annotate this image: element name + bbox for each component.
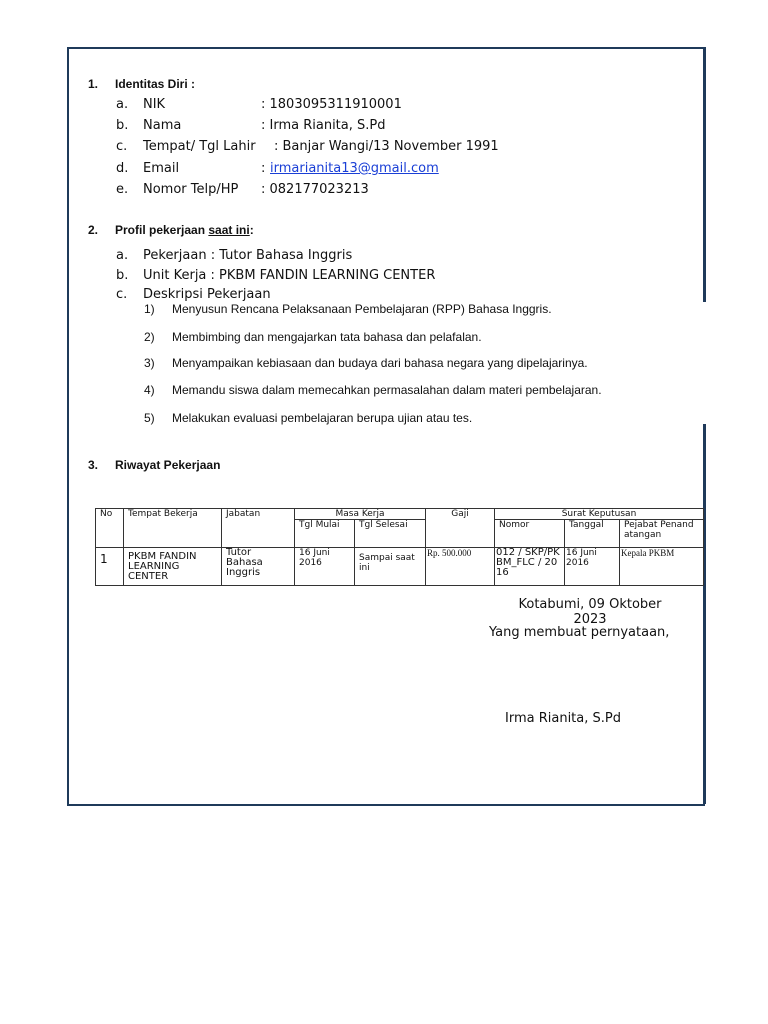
email-colon: : <box>261 161 266 176</box>
deskripsi-text: Deskripsi Pekerjaan <box>143 287 271 302</box>
duty-text: Membimbing dan mengajarkan tata bahasa dan pelafalan. <box>172 330 482 344</box>
signature-statement: Yang membuat pernyataan, <box>489 625 670 640</box>
header-surat-keputusan: Surat Keputusan <box>495 509 704 520</box>
item-letter: a. <box>116 248 129 263</box>
cell-jabatan: Tutor Bahasa Inggris <box>222 548 295 586</box>
cell-nomor: 012 / SKP/PKBM_FLC / 2016 <box>495 548 565 586</box>
email-link[interactable]: irmarianita13@gmail.com <box>270 161 439 176</box>
section3-number: 3. <box>88 458 99 472</box>
header-no: No <box>96 509 124 548</box>
pekerjaan-text: Pekerjaan : Tutor Bahasa Inggris <box>143 248 353 263</box>
section2-title <box>115 223 254 237</box>
ttl-value: : Banjar Wangi/13 November 1991 <box>274 139 499 154</box>
item-letter: c. <box>116 139 128 154</box>
cell-no: 1 <box>96 548 124 586</box>
section1-number: 1. <box>88 77 99 91</box>
table-row <box>96 548 704 586</box>
nama-value: : Irma Rianita, S.Pd <box>261 118 386 133</box>
duty-text: Melakukan evaluasi pembelajaran berupa ujian atau tes. <box>172 411 473 425</box>
telp-label: Nomor Telp/HP <box>143 182 239 197</box>
header-jabatan: Jabatan <box>222 509 295 548</box>
duty-number: 1) <box>144 302 155 316</box>
riwayat-table <box>95 508 704 586</box>
border-right-upper <box>703 47 706 302</box>
header-tgl-mulai: Tgl Mulai <box>295 520 355 548</box>
item-letter: b. <box>116 268 129 283</box>
cell-pejabat: Kepala PKBM <box>620 548 704 586</box>
section3-title: Riwayat Pekerjaan <box>115 458 221 472</box>
header-masa-kerja: Masa Kerja <box>295 509 426 520</box>
header-tempat: Tempat Bekerja <box>124 509 222 548</box>
item-letter: a. <box>116 97 129 112</box>
item-letter: c. <box>116 287 128 302</box>
item-letter: e. <box>116 182 129 197</box>
header-tanggal: Tanggal <box>565 520 620 548</box>
cell-tempat: PKBM FANDIN LEARNING CENTER <box>124 548 222 586</box>
cell-tgl-selesai: Sampai saat ini <box>355 548 426 586</box>
signature-place-date <box>470 597 710 627</box>
duty-text: Menyampaikan kebiasaan dan budaya dari bahasa negara yang dipelajarinya. <box>172 356 588 370</box>
signature-name: Irma Rianita, S.Pd <box>505 711 621 726</box>
duty-number: 5) <box>144 411 155 425</box>
cell-tanggal: 16 Juni 2016 <box>565 548 620 586</box>
header-pejabat: Pejabat Penandatangan <box>620 520 704 548</box>
duty-number: 3) <box>144 356 155 370</box>
item-letter: b. <box>116 118 129 133</box>
nik-value: : 1803095311910001 <box>261 97 402 112</box>
section2-number: 2. <box>88 223 99 237</box>
telp-value: : 082177023213 <box>261 182 369 197</box>
cell-gaji: Rp. 500.000 <box>426 548 495 586</box>
section2-title-colon: : <box>249 223 254 237</box>
nik-label: NIK <box>143 97 166 112</box>
section2-title-underlined: saat ini <box>208 223 250 237</box>
item-letter: d. <box>116 161 129 176</box>
ttl-label: Tempat/ Tgl Lahir <box>143 139 256 154</box>
nama-label: Nama <box>143 118 182 133</box>
section2-title-part: Profil pekerjaan <box>115 223 209 237</box>
header-gaji: Gaji <box>426 509 495 548</box>
duty-text: Memandu siswa dalam memecahkan permasalahan dalam materi pembelajaran. <box>172 383 602 397</box>
signature-place-date-line2: 2023 <box>573 612 607 627</box>
section1-title: Identitas Diri : <box>115 77 196 91</box>
signature-place-date-line1: Kotabumi, 09 Oktober <box>518 597 662 612</box>
duty-number: 4) <box>144 383 155 397</box>
header-tgl-selesai: Tgl Selesai <box>355 520 426 548</box>
duty-text: Menyusun Rencana Pelaksanaan Pembelajaran (RPP) Bahasa Inggris. <box>172 302 552 316</box>
header-nomor: Nomor <box>495 520 565 548</box>
unit-kerja-text: Unit Kerja : PKBM FANDIN LEARNING CENTER <box>143 268 436 283</box>
cell-tgl-mulai: 16 Juni 2016 <box>295 548 355 586</box>
duty-number: 2) <box>144 330 155 344</box>
email-label: Email <box>143 161 180 176</box>
